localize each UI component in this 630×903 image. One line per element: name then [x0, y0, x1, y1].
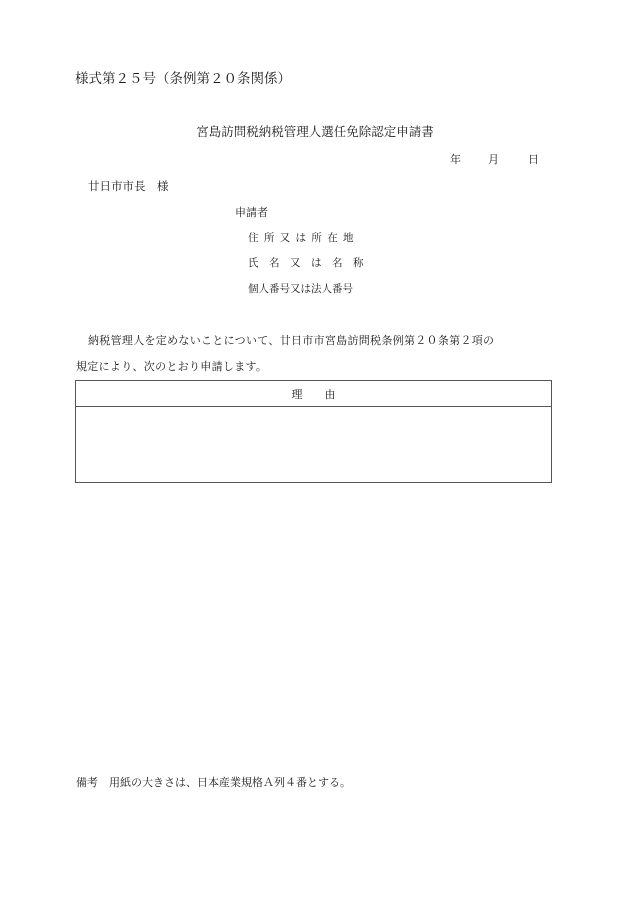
document-title: 宮島訪問税納税管理人選任免除認定申請書 — [196, 124, 434, 139]
date-day-label: 日 — [528, 153, 539, 166]
reason-table-body[interactable] — [76, 407, 551, 482]
date-year-label: 年 — [450, 153, 461, 166]
body-text-line-1: 納税管理人を定めないことについて、廿日市市宮島訪問税条例第２０条第２項の — [88, 334, 495, 347]
applicant-number-label: 個人番号又は法人番号 — [248, 283, 353, 295]
addressee: 廿日市市長 様 — [88, 179, 169, 193]
applicant-name-label: 氏 名 又 は 名 称 — [248, 257, 364, 269]
date-month-label: 月 — [488, 153, 499, 166]
applicant-address-label: 住 所 又 は 所 在 地 — [248, 232, 355, 244]
remarks-note: 備考 用紙の大きさは、日本産業規格Ａ列４番とする。 — [76, 776, 351, 789]
applicant-label: 申請者 — [235, 206, 268, 219]
form-number: 様式第２５号（条例第２０条関係） — [75, 71, 291, 87]
reason-table-header: 理由 — [76, 381, 551, 407]
body-text-line-2: 規定により、次のとおり申請します。 — [76, 360, 268, 373]
reason-table — [75, 380, 552, 483]
